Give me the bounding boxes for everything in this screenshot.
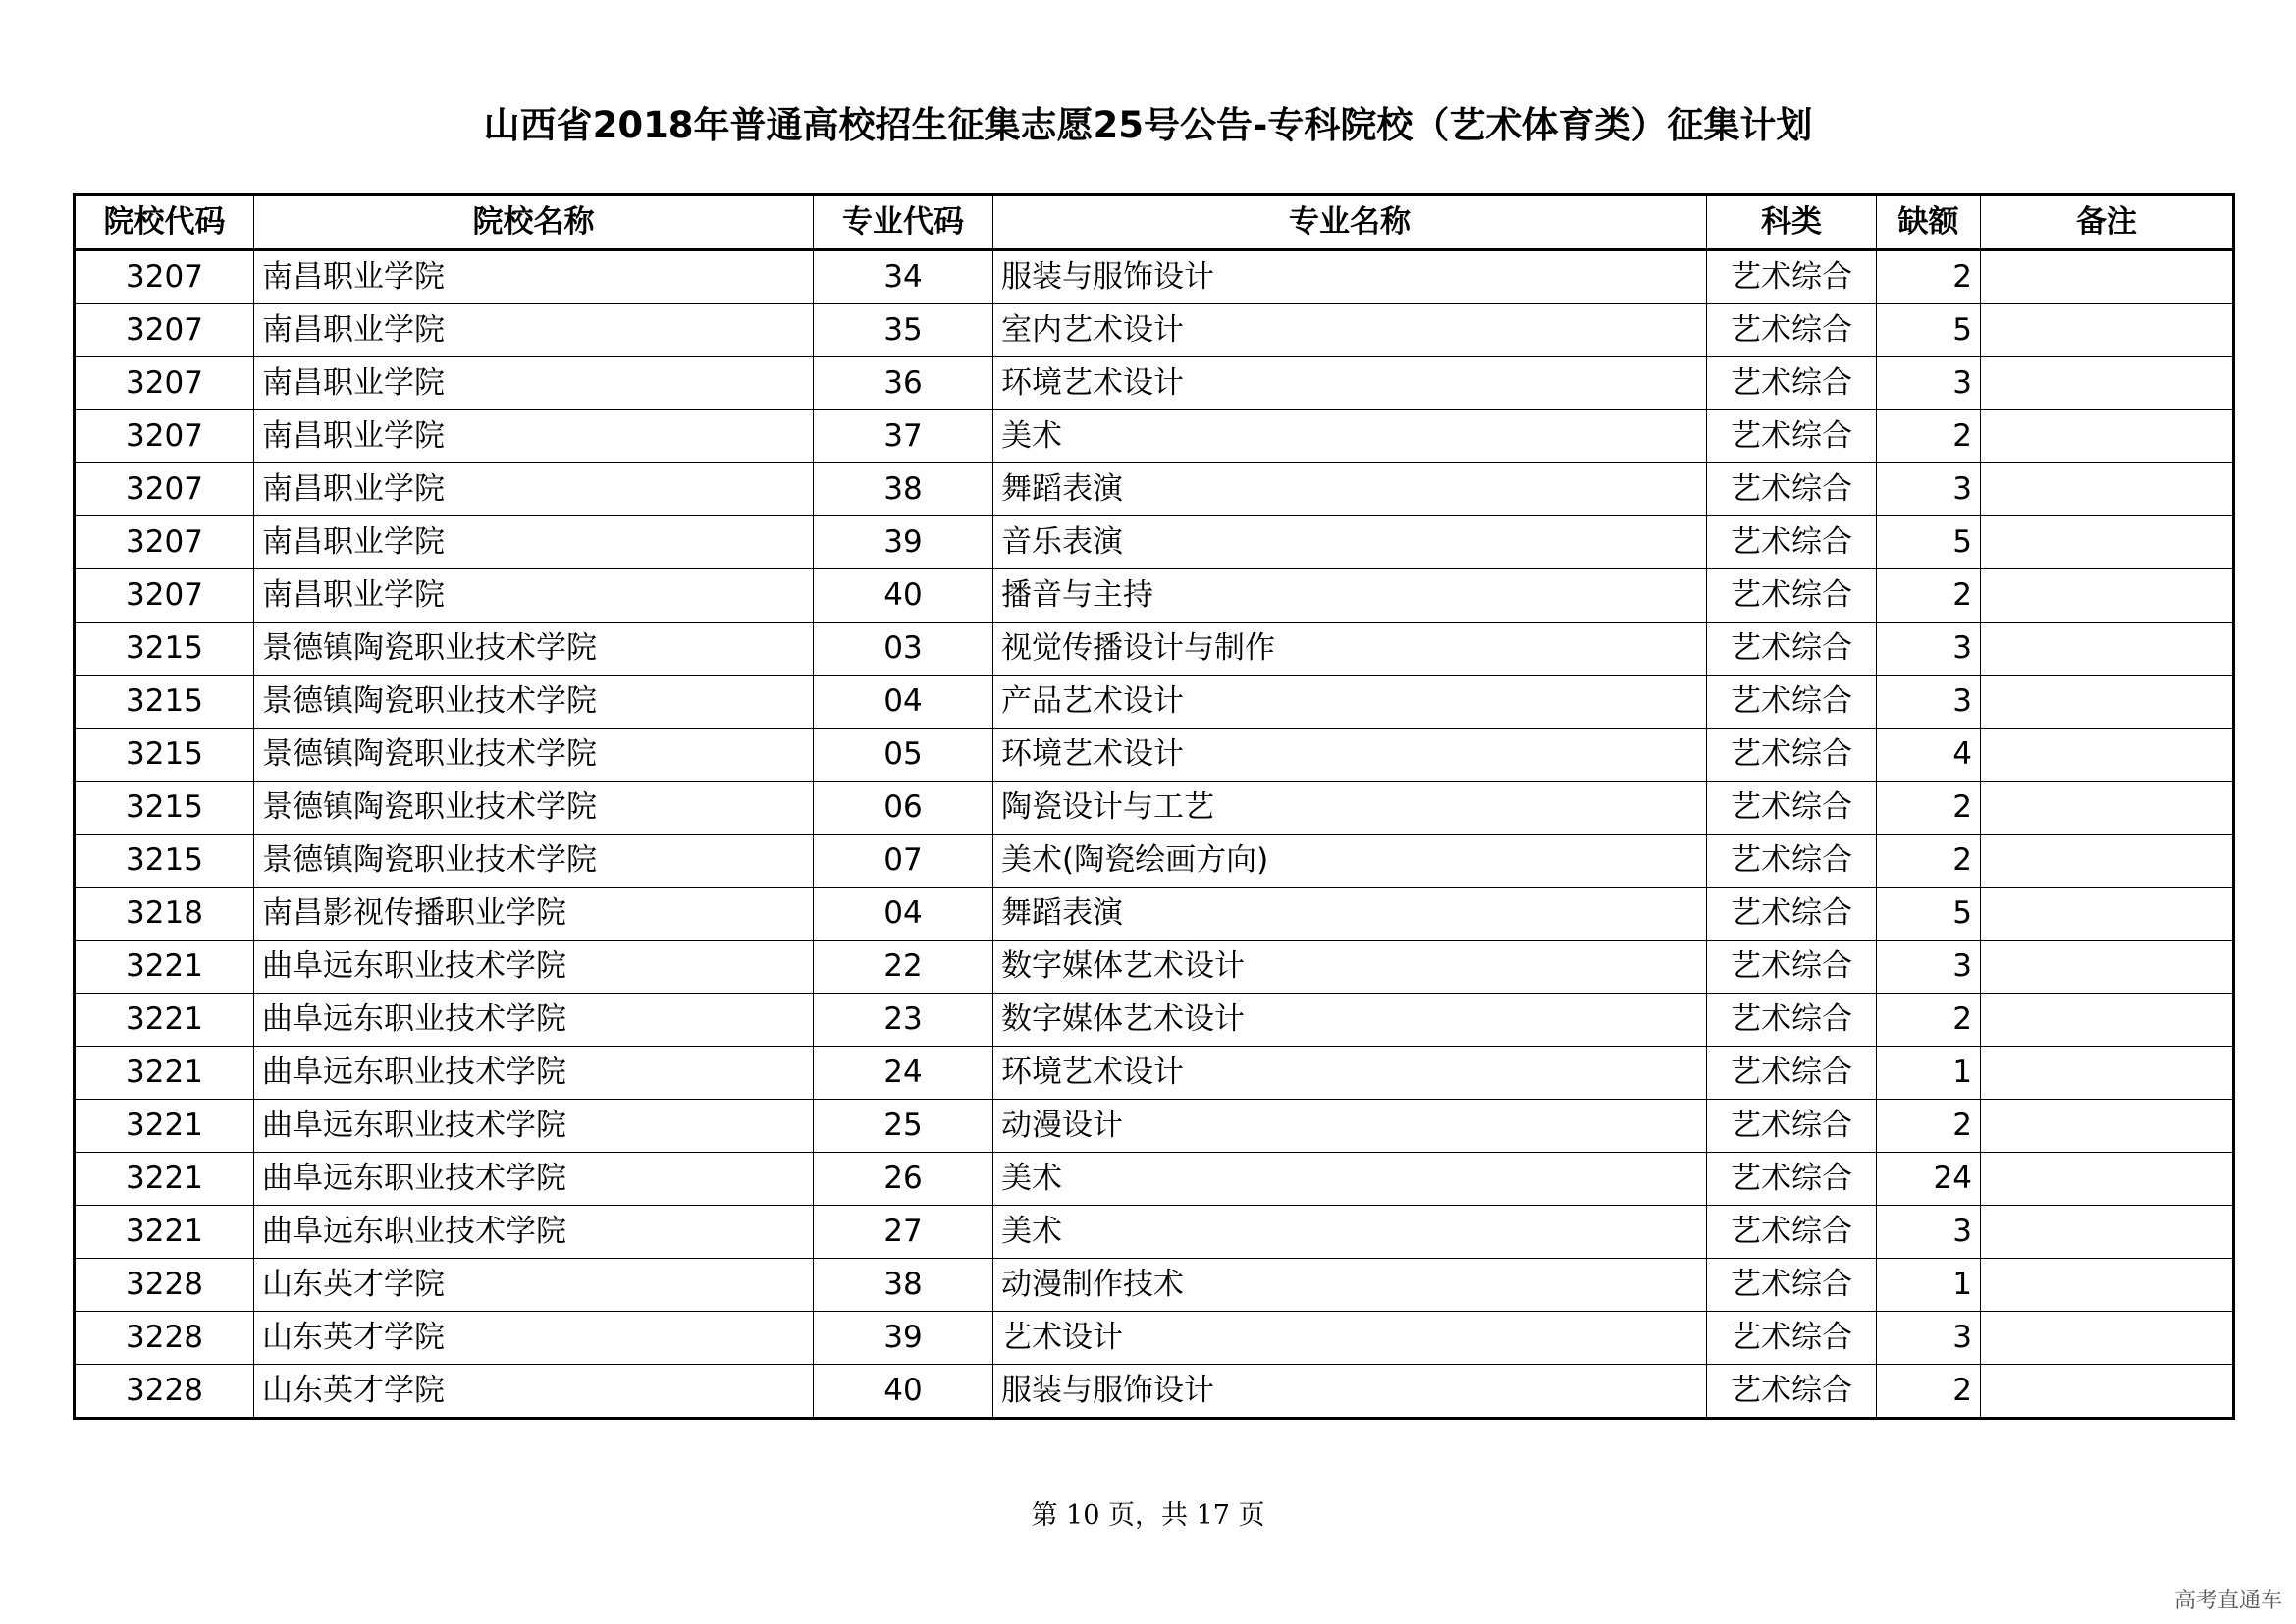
watermark-logo-text: 高考直通车 [2173,1589,2282,1613]
cell-note [1981,1312,2234,1365]
cell-major-name: 美术 [993,410,1707,463]
cell-school-name: 曲阜远东职业技术学院 [254,1100,814,1153]
table-row [75,729,2234,782]
table-row [75,410,2234,463]
cell-note [1981,516,2234,569]
table-row [75,1206,2234,1259]
cell-major-name: 美术(陶瓷绘画方向) [993,835,1707,888]
cell-major-code: 39 [814,516,993,569]
cell-school-code: 3215 [75,676,254,729]
cell-school-name: 景德镇陶瓷职业技术学院 [254,676,814,729]
cell-major-name: 舞蹈表演 [993,463,1707,516]
cell-category: 艺术综合 [1707,357,1877,410]
cell-major-name: 视觉传播设计与制作 [993,623,1707,676]
cell-major-code: 40 [814,569,993,623]
cell-school-code: 3221 [75,1206,254,1259]
cell-vacancy: 2 [1877,410,1981,463]
cell-category: 艺术综合 [1707,941,1877,994]
cell-vacancy: 3 [1877,463,1981,516]
cell-school-code: 3207 [75,357,254,410]
table-row [75,994,2234,1047]
cell-major-name: 数字媒体艺术设计 [993,994,1707,1047]
cell-school-code: 3228 [75,1259,254,1312]
cell-school-name: 南昌职业学院 [254,304,814,357]
cell-school-name: 南昌职业学院 [254,250,814,304]
cell-school-name: 景德镇陶瓷职业技术学院 [254,835,814,888]
cell-school-code: 3228 [75,1312,254,1365]
cell-category: 艺术综合 [1707,1047,1877,1100]
table-row [75,250,2234,304]
cell-category: 艺术综合 [1707,1365,1877,1419]
cell-note [1981,410,2234,463]
cell-vacancy: 3 [1877,357,1981,410]
cell-note [1981,994,2234,1047]
header-note: 备注 [1981,195,2234,250]
cell-school-code: 3215 [75,623,254,676]
table-row [75,1365,2234,1419]
cell-category: 艺术综合 [1707,1259,1877,1312]
cell-category: 艺术综合 [1707,516,1877,569]
cell-note [1981,1206,2234,1259]
cell-major-code: 36 [814,357,993,410]
cell-note [1981,782,2234,835]
table-row [75,835,2234,888]
cell-major-code: 35 [814,304,993,357]
cell-vacancy: 3 [1877,941,1981,994]
cell-major-code: 03 [814,623,993,676]
table-row [75,569,2234,623]
cell-vacancy: 3 [1877,1312,1981,1365]
cell-note [1981,835,2234,888]
cell-note [1981,304,2234,357]
header-school-name: 院校名称 [254,195,814,250]
cell-vacancy: 2 [1877,835,1981,888]
table-row [75,516,2234,569]
cell-vacancy: 3 [1877,676,1981,729]
table-row [75,782,2234,835]
cell-vacancy: 3 [1877,623,1981,676]
cell-school-code: 3221 [75,1047,254,1100]
cell-note [1981,463,2234,516]
table-row [75,1312,2234,1365]
table-row [75,357,2234,410]
cell-vacancy: 2 [1877,782,1981,835]
cell-vacancy: 5 [1877,304,1981,357]
cell-category: 艺术综合 [1707,888,1877,941]
cell-major-code: 38 [814,463,993,516]
cell-note [1981,1365,2234,1419]
cell-major-code: 40 [814,1365,993,1419]
table-row [75,1153,2234,1206]
table-row [75,676,2234,729]
cell-major-name: 播音与主持 [993,569,1707,623]
cell-major-code: 25 [814,1100,993,1153]
cell-note [1981,569,2234,623]
cell-category: 艺术综合 [1707,410,1877,463]
cell-school-name: 曲阜远东职业技术学院 [254,1206,814,1259]
table-row [75,941,2234,994]
cell-category: 艺术综合 [1707,835,1877,888]
cell-school-name: 曲阜远东职业技术学院 [254,1047,814,1100]
cell-major-code: 27 [814,1206,993,1259]
cell-major-name: 环境艺术设计 [993,357,1707,410]
cell-major-name: 服装与服饰设计 [993,250,1707,304]
table-row [75,623,2234,676]
cell-major-name: 陶瓷设计与工艺 [993,782,1707,835]
header-school-code: 院校代码 [75,195,254,250]
cell-school-name: 曲阜远东职业技术学院 [254,941,814,994]
cell-major-code: 26 [814,1153,993,1206]
cell-major-name: 环境艺术设计 [993,1047,1707,1100]
cell-major-code: 04 [814,676,993,729]
cell-school-name: 山东英才学院 [254,1312,814,1365]
cell-school-code: 3207 [75,463,254,516]
header-vacancy: 缺额 [1877,195,1981,250]
cell-note [1981,357,2234,410]
page-number: 第 10 页，共 17 页 [1031,1500,1265,1531]
cell-school-code: 3207 [75,410,254,463]
cell-school-name: 南昌职业学院 [254,463,814,516]
cell-vacancy: 2 [1877,1365,1981,1419]
cell-vacancy: 3 [1877,1206,1981,1259]
cell-major-name: 室内艺术设计 [993,304,1707,357]
cell-vacancy: 1 [1877,1259,1981,1312]
cell-note [1981,623,2234,676]
cell-note [1981,941,2234,994]
cell-note [1981,1259,2234,1312]
cell-note [1981,888,2234,941]
cell-vacancy: 2 [1877,994,1981,1047]
cell-vacancy: 2 [1877,250,1981,304]
cell-category: 艺术综合 [1707,729,1877,782]
cell-school-code: 3221 [75,1100,254,1153]
header-category: 科类 [1707,195,1877,250]
cell-major-code: 04 [814,888,993,941]
header-major-name: 专业名称 [993,195,1707,250]
cell-category: 艺术综合 [1707,623,1877,676]
cell-major-code: 34 [814,250,993,304]
cell-note [1981,1047,2234,1100]
cell-major-name: 音乐表演 [993,516,1707,569]
table-body [75,250,2234,1419]
cell-category: 艺术综合 [1707,1153,1877,1206]
cell-school-name: 南昌影视传播职业学院 [254,888,814,941]
cell-category: 艺术综合 [1707,250,1877,304]
cell-major-code: 39 [814,1312,993,1365]
cell-school-name: 南昌职业学院 [254,410,814,463]
header-major-code: 专业代码 [814,195,993,250]
cell-school-code: 3215 [75,729,254,782]
cell-major-code: 05 [814,729,993,782]
table-row [75,888,2234,941]
cell-major-name: 服装与服饰设计 [993,1365,1707,1419]
cell-school-code: 3218 [75,888,254,941]
cell-school-name: 山东英才学院 [254,1259,814,1312]
cell-school-code: 3221 [75,941,254,994]
cell-school-name: 曲阜远东职业技术学院 [254,1153,814,1206]
cell-school-code: 3215 [75,835,254,888]
cell-major-name: 产品艺术设计 [993,676,1707,729]
cell-note [1981,676,2234,729]
table-row [75,304,2234,357]
cell-major-code: 06 [814,782,993,835]
cell-major-name: 环境艺术设计 [993,729,1707,782]
table-row [75,1100,2234,1153]
cell-vacancy: 1 [1877,1047,1981,1100]
cell-category: 艺术综合 [1707,994,1877,1047]
cell-school-code: 3221 [75,994,254,1047]
cell-category: 艺术综合 [1707,1100,1877,1153]
cell-note [1981,250,2234,304]
table-row [75,1047,2234,1100]
cell-major-code: 07 [814,835,993,888]
cell-school-name: 山东英才学院 [254,1365,814,1419]
cell-note [1981,1153,2234,1206]
cell-category: 艺术综合 [1707,782,1877,835]
cell-school-code: 3215 [75,782,254,835]
cell-school-name: 南昌职业学院 [254,516,814,569]
cell-major-name: 艺术设计 [993,1312,1707,1365]
cell-vacancy: 2 [1877,569,1981,623]
cell-major-name: 数字媒体艺术设计 [993,941,1707,994]
cell-major-name: 动漫制作技术 [993,1259,1707,1312]
cell-school-name: 南昌职业学院 [254,569,814,623]
cell-school-code: 3207 [75,516,254,569]
cell-category: 艺术综合 [1707,676,1877,729]
cell-category: 艺术综合 [1707,1206,1877,1259]
cell-school-name: 景德镇陶瓷职业技术学院 [254,729,814,782]
cell-school-code: 3207 [75,250,254,304]
table-header-row [75,195,2234,250]
cell-vacancy: 2 [1877,1100,1981,1153]
cell-vacancy: 5 [1877,888,1981,941]
enrollment-plan-table [73,193,2235,1420]
table-row [75,463,2234,516]
cell-school-name: 景德镇陶瓷职业技术学院 [254,782,814,835]
cell-major-code: 37 [814,410,993,463]
cell-school-name: 南昌职业学院 [254,357,814,410]
cell-vacancy: 4 [1877,729,1981,782]
cell-major-code: 24 [814,1047,993,1100]
cell-category: 艺术综合 [1707,569,1877,623]
cell-major-code: 23 [814,994,993,1047]
cell-category: 艺术综合 [1707,1312,1877,1365]
cell-vacancy: 5 [1877,516,1981,569]
cell-school-code: 3221 [75,1153,254,1206]
cell-vacancy: 24 [1877,1153,1981,1206]
cell-note [1981,1100,2234,1153]
cell-category: 艺术综合 [1707,463,1877,516]
cell-major-name: 美术 [993,1153,1707,1206]
cell-note [1981,729,2234,782]
cell-major-name: 动漫设计 [993,1100,1707,1153]
cell-school-code: 3228 [75,1365,254,1419]
cell-school-code: 3207 [75,304,254,357]
cell-school-name: 景德镇陶瓷职业技术学院 [254,623,814,676]
cell-major-code: 38 [814,1259,993,1312]
cell-school-name: 曲阜远东职业技术学院 [254,994,814,1047]
cell-school-code: 3207 [75,569,254,623]
cell-category: 艺术综合 [1707,304,1877,357]
document-title: 山西省2018年普通高校招生征集志愿25号公告-专科院校（艺术体育类）征集计划 [483,104,1813,146]
cell-major-code: 22 [814,941,993,994]
table-row [75,1259,2234,1312]
cell-major-name: 舞蹈表演 [993,888,1707,941]
cell-major-name: 美术 [993,1206,1707,1259]
